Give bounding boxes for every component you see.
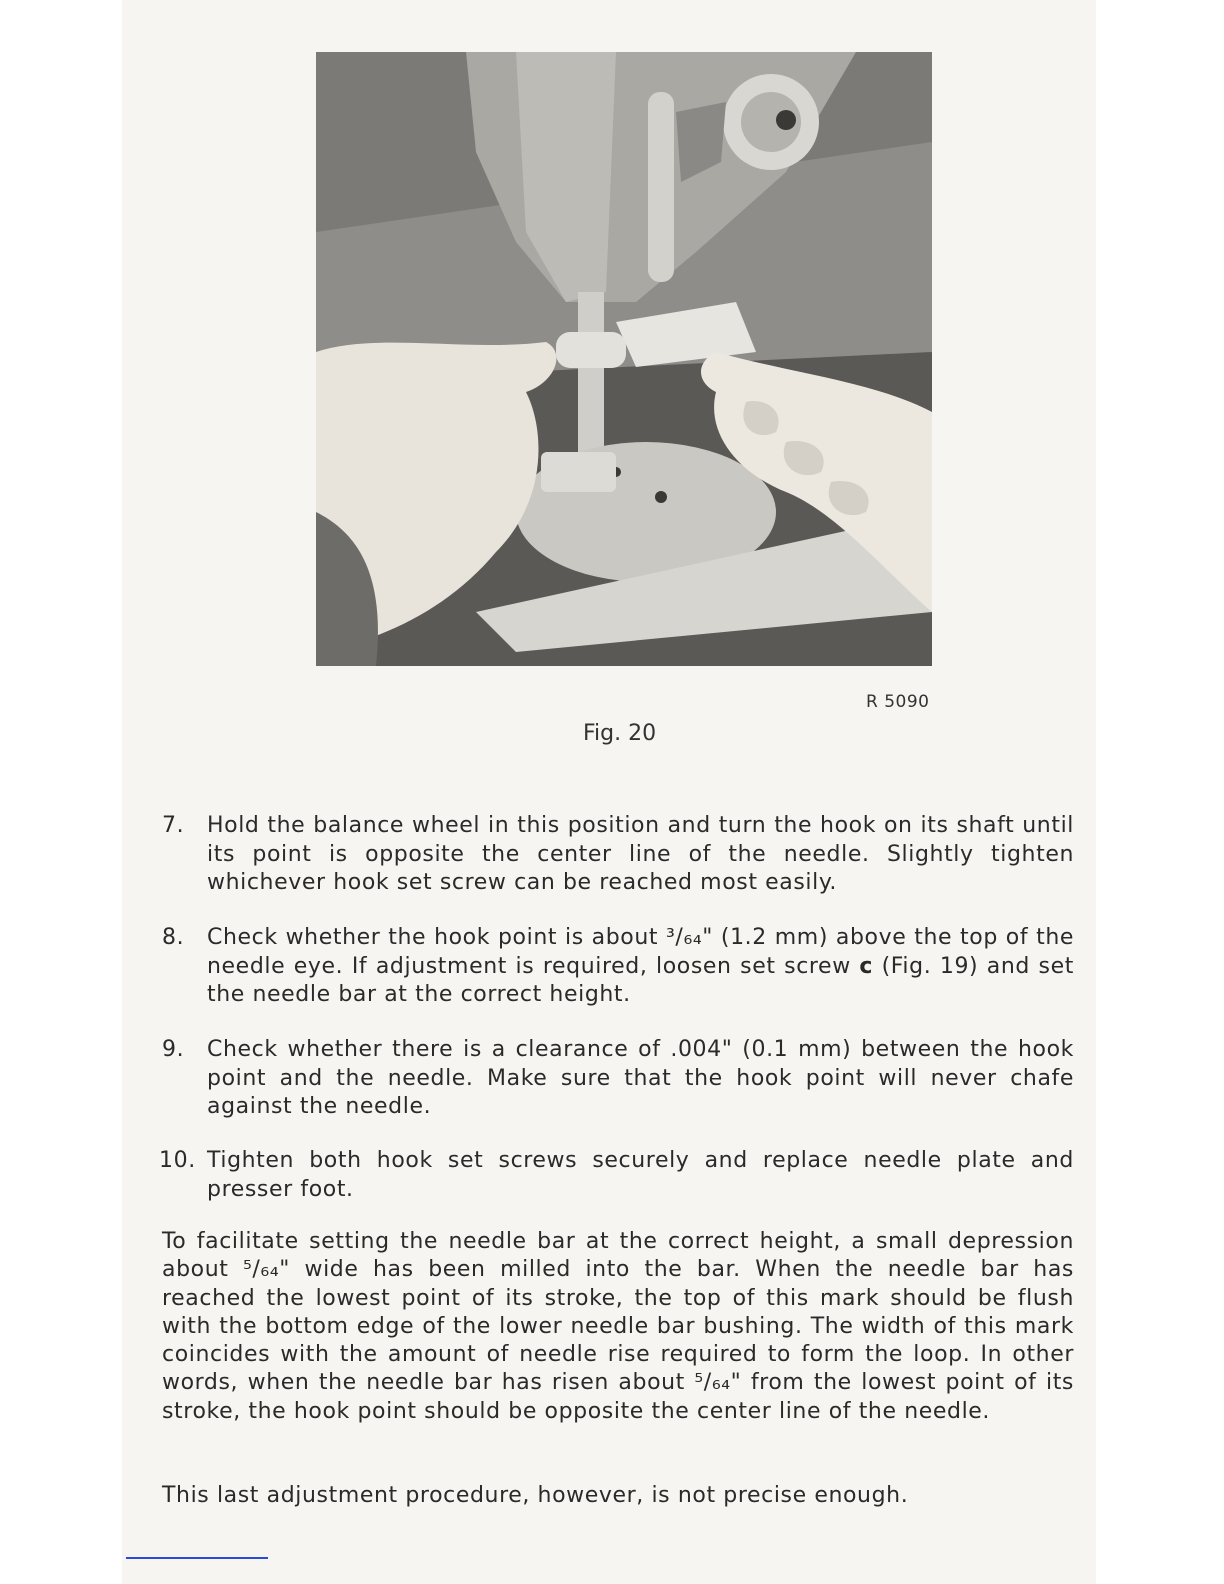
figure-caption: Fig. 20 bbox=[583, 721, 657, 746]
step-text: Check whether there is a clearance of .004" (0.1 mm) between the hook point and the needle. Make sure that the hook point will never chafe against the needle. bbox=[207, 1037, 1074, 1119]
list-item bbox=[162, 812, 1074, 898]
step-text: Hold the balance wheel in this position and turn the hook on its shaft until its point is opposite the center line of the needle. Slightly tighten whichever hook set screw can be reached most easily. bbox=[207, 813, 1074, 895]
sewing-machine-photo-icon bbox=[316, 52, 932, 666]
list-item bbox=[162, 924, 1074, 1010]
set-screw-label: c bbox=[859, 953, 874, 979]
step-number: 9. bbox=[162, 1037, 185, 1062]
step-text-part: Check whether the hook point is about ³/₆₄" (1.2 mm) above the top of the needle eye. If adjustment is required, loosen set screw bbox=[207, 925, 1074, 979]
step-text-part: (Fig. 19) and set the needle bar at the correct height. bbox=[207, 953, 1074, 1007]
body-paragraph: This last adjustment procedure, however, is not precise enough. bbox=[162, 1483, 909, 1508]
list-item bbox=[162, 1036, 1074, 1122]
step-text bbox=[207, 924, 1074, 1010]
step-number: 8. bbox=[162, 925, 185, 950]
footnote-rule bbox=[126, 1557, 268, 1559]
step-number: 10. bbox=[159, 1148, 196, 1173]
list-item bbox=[159, 1147, 1074, 1204]
figure-reference-code: R 5090 bbox=[866, 692, 930, 712]
body-paragraph: To facilitate setting the needle bar at the correct height, a small depression about ⁵/₆₄" wide has been milled into the bar. When the needle bar has reached the lowest point of its stroke, the top of this mark should be flush with the bottom edge of the lower needle bar bushing. The width of this mark coincides with the amount of needle rise required to form the loop. In other words, when the needle bar has risen about ⁵/₆₄" from the lowest point of its stroke, the hook point should be opposite the center line of the needle. bbox=[162, 1229, 1074, 1424]
step-text: Tighten both hook set screws securely and replace needle plate and presser foot. bbox=[207, 1148, 1074, 1202]
figure-photo bbox=[316, 52, 932, 666]
step-number: 7. bbox=[162, 813, 185, 838]
